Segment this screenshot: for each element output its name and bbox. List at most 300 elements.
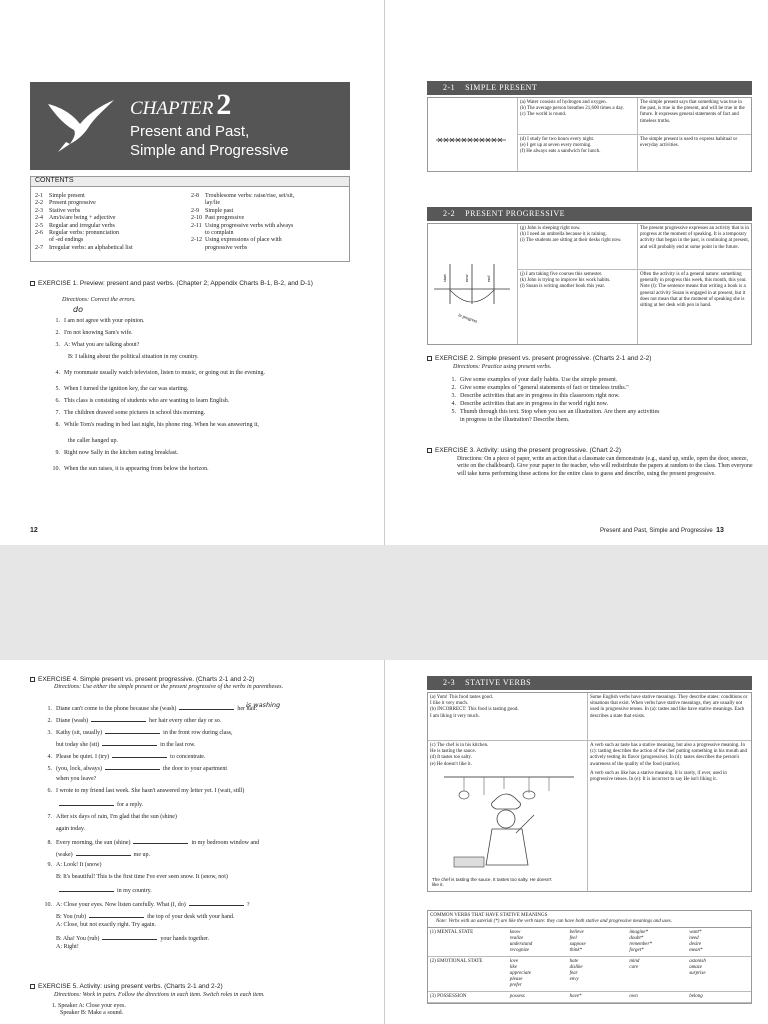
progressive-timeline-icon	[428, 224, 516, 342]
example-sentence: (i) The students are sitting at their desks right now.	[520, 238, 622, 244]
contents-number: 2-11	[191, 222, 202, 229]
exercise-item	[438, 401, 608, 407]
item-prompt: Diane can't come to the phone because she (wash)	[56, 706, 177, 712]
item-number: 9.	[47, 862, 52, 868]
item-continuation: her hair.	[237, 706, 258, 712]
category-label: (1) MENTAL STATE	[430, 930, 474, 935]
contents-number: 2-2	[35, 200, 43, 207]
page-12	[0, 0, 384, 545]
page-number: 12	[30, 527, 38, 534]
exercise-item	[34, 922, 156, 928]
exercise-3-directions: Directions: On a piece of paper, write an action that a classmate can demonstrate (e.g., stand up, smile, open the door, sneeze, write on the chalkboard). Give your paper to the teacher, who will redistribute the papers at random to the class. Then everyone will take turns performing these actions for the entire class to guess and describe, using the present progressive.	[457, 456, 753, 477]
item-prompt: when you leave?	[56, 776, 97, 782]
exercise-1-title: EXERCISE 1. Preview: present and past verbs. (Chapter 2; Appendix Charts B-1, B-2, and D-1)	[38, 280, 313, 287]
checkbox-icon	[30, 281, 35, 286]
checkbox-icon	[427, 356, 432, 361]
exercise-item	[42, 438, 118, 444]
verb: love	[509, 959, 519, 964]
answer-blank[interactable]	[76, 850, 131, 856]
exercise-5-heading	[30, 983, 370, 991]
chart-2-3-header	[427, 676, 752, 690]
contents-number	[191, 230, 205, 237]
chart-2-2-header	[427, 207, 752, 221]
exercise-item	[438, 377, 617, 383]
item-text: B: I talking about the political situation in my country.	[68, 354, 199, 360]
contents-row	[191, 193, 345, 200]
contents-row	[35, 200, 189, 207]
item-continuation: in the last row.	[160, 742, 196, 748]
exercise-item	[34, 862, 102, 868]
contents-topic: Irregular verbs: an alphabetical list	[49, 244, 133, 251]
chart-2-2-examples-a	[518, 224, 638, 269]
handwritten-answer: is washing	[246, 701, 281, 709]
chart-number: 2-3	[443, 678, 456, 687]
contents-row	[35, 215, 189, 222]
exercise-item	[34, 886, 152, 894]
item-number: 7.	[55, 410, 60, 416]
contents-topic: progressive verbs	[205, 244, 248, 251]
contents-topic: lay/lie	[205, 200, 220, 207]
contents-topic: Regular and irregular verbs	[49, 222, 115, 229]
item-number: 5.	[451, 409, 456, 415]
exercise-item	[34, 704, 257, 712]
contents-number: 2-9	[191, 207, 199, 214]
example-sentence: (c) The world is round.	[520, 112, 567, 118]
example-sentence: (g) John is sleeping right now.	[520, 226, 581, 231]
item-text: This class is consisting of students who are wanting to learn English.	[64, 398, 230, 404]
item-prompt: A: Close, but not exactly right. Try again.	[56, 922, 156, 928]
item-prompt: Diane (wash)	[56, 718, 89, 724]
contents-number: 2-10	[191, 215, 202, 222]
item-text: Thumb through this text. Stop when you see an illustration. Are there any activities	[460, 409, 660, 415]
item-text: the caller hanged up.	[68, 438, 118, 444]
item-number: 8.	[47, 840, 52, 846]
item-number: 10.	[52, 466, 60, 472]
item-number: 5.	[55, 386, 60, 392]
chart-2-3-examples-a	[428, 693, 588, 740]
verb: know	[509, 930, 521, 935]
item-continuation: the door to your apartment	[163, 766, 227, 772]
verb: forget*	[629, 948, 644, 953]
handwritten-correction: do	[73, 305, 83, 314]
item-prompt: but today she (sit)	[56, 742, 100, 748]
contents-number: 2-7	[35, 244, 43, 251]
contents-left-column	[35, 193, 189, 252]
exercise-1-heading	[30, 280, 360, 288]
common-verbs-note: Note: Verbs with an asterisk (*) are like the verb taste: they can have both stative and progressive meanings and uses.	[436, 919, 672, 924]
exercise-4-title: EXERCISE 4. Simple present vs. present progressive. (Charts 2-1 and 2-2)	[38, 676, 255, 683]
item-prompt: After six days of rain, I'm glad that the sun (shine)	[56, 814, 177, 820]
item-text: When I turned the ignition key, the car was starting.	[64, 386, 189, 392]
item-text: Give some examples of your daily habits. Use the simple present.	[460, 377, 618, 383]
answer-blank[interactable]	[179, 704, 234, 710]
exercise-item	[34, 944, 79, 950]
contents-topic: Past progressive	[205, 215, 245, 222]
exercise-item	[34, 740, 195, 748]
contents-number: 2-8	[191, 193, 199, 199]
item-prompt: I wrote to my friend last week. She hasn't answered my letter yet. I (wait, still)	[56, 788, 245, 794]
exercise-item	[34, 752, 205, 760]
chapter-number: 2	[216, 88, 232, 121]
answer-blank[interactable]	[189, 900, 244, 906]
chef-illustration	[434, 773, 584, 873]
contents-number: 2-4	[35, 215, 43, 222]
contents-topic: Simple past	[205, 207, 234, 214]
swallow-bird-icon	[44, 94, 116, 154]
contents-row	[35, 245, 189, 252]
exercise-item	[34, 850, 150, 858]
verb-column	[570, 994, 630, 1000]
diagram-label-start: start	[442, 274, 447, 282]
chart-2-2-table	[427, 223, 752, 345]
chapter-subtitle	[130, 122, 288, 160]
chart-2-3-note-b: A verb such as taste has a stative meaning, but also a progressive meaning. In (c): tasting describes the action of the chef putting something in his mouth and actively testing its flavor (progressive). In (d): tastes describes the person's awareness of the quality of the food (stative).	[590, 743, 748, 767]
chart-title: STATIVE VERBS	[465, 678, 532, 687]
item-number: 6.	[47, 788, 52, 794]
item-text: A: What you are talking about?	[64, 342, 140, 348]
verb: prefer	[509, 983, 522, 988]
exercise-3-heading	[427, 447, 757, 455]
timeline-diagram	[428, 98, 518, 171]
item-continuation: ?	[246, 902, 250, 908]
verb: like	[509, 965, 517, 970]
example-sentence: (l) Susan is writing another book this year.	[520, 284, 605, 290]
verb: care	[629, 965, 639, 970]
answer-blank[interactable]	[105, 764, 160, 770]
example-sentence: (e) He doesn't like it.	[430, 761, 472, 767]
contents-number: 2-5	[35, 222, 43, 229]
contents-topic: Am/is/are being + adjective	[49, 215, 116, 222]
chart-number: 2-2	[443, 209, 456, 218]
verb-column	[689, 930, 749, 954]
chart-2-3-examples-b	[428, 741, 588, 891]
chart-2-3-table	[427, 692, 752, 892]
contents-topic: Using progressive verbs with always	[205, 222, 294, 229]
verb: realize	[509, 936, 524, 941]
verb-column	[510, 994, 570, 1000]
verb-category-row	[428, 992, 751, 1003]
item-continuation: your hands together.	[160, 936, 210, 942]
example-sentence: (a) Yum! This food tastes good.	[430, 695, 494, 700]
item-text: Right now Sally in the kitchen eating breakfast.	[64, 450, 179, 456]
category-label: (2) EMOTIONAL STATE	[430, 959, 483, 964]
exercise-item	[42, 330, 133, 336]
verb: think*	[569, 948, 583, 953]
item-number: 7.	[47, 814, 52, 820]
verb: belong	[689, 994, 703, 999]
exercise-item	[42, 386, 188, 392]
item-continuation: for a reply.	[117, 802, 144, 808]
example-sentence: (h) I need an umbrella because it is raining.	[520, 232, 607, 238]
answer-blank[interactable]	[59, 800, 114, 806]
contents-title: CONTENTS	[31, 177, 349, 187]
exercise-item	[42, 466, 209, 472]
contents-box	[30, 176, 350, 262]
example-sentence: (k) John is trying to improve his work habits.	[520, 278, 611, 284]
answer-blank[interactable]	[105, 728, 160, 734]
item-continuation: the top of your desk with your hand.	[147, 914, 235, 920]
contents-number: 2-3	[35, 207, 43, 214]
verb-categories	[428, 928, 751, 1003]
exercise-item	[438, 385, 629, 391]
item-text: I'm not knowing Sam's wife.	[64, 330, 133, 336]
footer-title: Present and Past, Simple and Progressive	[600, 528, 713, 534]
item-text: The children drawed some pictures in school this morning.	[64, 410, 206, 416]
verb-category-row	[428, 928, 751, 957]
contents-topic: Present progressive	[49, 200, 96, 207]
item-number: 3.	[47, 730, 52, 736]
exercise-item	[34, 716, 221, 724]
verb: feel	[569, 936, 577, 941]
exercise-item	[34, 800, 143, 808]
exercise-item	[34, 874, 228, 880]
contents-row	[191, 245, 345, 252]
verb: remember*	[629, 942, 652, 947]
chart-2-1-note-a: The simple present says that something was true in the past, is true in the present, and will be true in the future. It expresses general statements of fact and timeless truths.	[640, 100, 745, 124]
contents-right-column	[191, 193, 345, 252]
verb: mean*	[689, 948, 703, 953]
example-sentence: (b) INCORRECT: This food is tasting good.	[430, 707, 519, 713]
verb: understand	[509, 942, 533, 947]
verb-column	[629, 994, 689, 1000]
exercise-5-item: Speaker B: Make a sound.	[60, 1010, 124, 1017]
contents-row	[191, 215, 345, 222]
item-prompt: Kathy (sit, usually)	[56, 730, 103, 736]
diagram-label-end: end	[486, 275, 491, 282]
chart-number: 2-1	[443, 83, 456, 92]
verb: need	[689, 936, 699, 941]
item-prompt: (you, lock, always)	[56, 766, 102, 772]
item-number: 2.	[451, 385, 456, 391]
item-continuation: in my country.	[117, 888, 152, 894]
exercise-item	[42, 318, 144, 324]
verb-column	[689, 959, 749, 989]
item-text: I am not agree with your opinion.	[64, 318, 145, 324]
chart-2-3-notes-b	[588, 741, 751, 891]
answer-blank[interactable]	[102, 934, 157, 940]
exercise-2-heading	[427, 355, 757, 363]
checkbox-icon	[30, 677, 35, 682]
exercise-4-heading	[30, 676, 370, 684]
contents-row	[35, 208, 189, 215]
verb: appreciate	[509, 971, 531, 976]
item-number: 4.	[451, 401, 456, 407]
contents-row	[35, 223, 189, 230]
exercise-item	[34, 826, 85, 832]
exercise-item	[42, 370, 265, 376]
chart-title: SIMPLE PRESENT	[465, 83, 538, 92]
chart-2-1-header	[427, 81, 752, 95]
chapter-banner	[30, 82, 350, 170]
contents-topic: Using expressions of place with	[205, 237, 282, 244]
exercise-item	[42, 410, 205, 416]
item-number: 1.	[47, 706, 52, 712]
item-continuation: in the front row during class,	[163, 730, 233, 736]
verb-column	[689, 994, 749, 1000]
contents-topic: Regular verbs: pronunciation	[49, 230, 119, 237]
chart-2-2-examples-b	[518, 270, 638, 344]
verb: amaze	[689, 965, 702, 970]
diagram-label-now: now	[464, 274, 469, 282]
example-sentence: (j) I am taking five courses this semester.	[520, 272, 603, 277]
chart-2-3-note-c: A verb such as like has a stative meaning. It is rarely, if ever, used in progressive tenses. In (e): It is incorrect to say He isn't liking it.	[590, 770, 727, 783]
verb-column	[629, 959, 689, 989]
item-number: 3.	[55, 342, 60, 348]
subtitle-line-2: Simple and Progressive	[130, 142, 289, 159]
exercise-item	[42, 422, 259, 428]
contents-number: 2-6	[35, 230, 43, 237]
contents-number: 2-12	[191, 237, 202, 244]
example-sentence: He is tasting the sauce.	[430, 749, 476, 755]
item-prompt: B: You (rub)	[56, 914, 87, 920]
verb: desire	[689, 942, 702, 947]
exercise-item	[34, 776, 96, 782]
exercise-1-directions: Directions: Correct the errors.	[62, 297, 136, 303]
verb-column	[629, 930, 689, 954]
exercise-5-item: 1. Speaker A: Close your eyes.	[52, 1003, 126, 1009]
item-text: Describe activities that are in progress in this classroom right now.	[460, 393, 620, 399]
contents-number	[191, 245, 205, 252]
verb: surprise	[689, 971, 706, 976]
exercise-item	[34, 912, 235, 920]
answer-blank[interactable]	[89, 912, 144, 918]
common-stative-verbs-table	[427, 910, 752, 1004]
exercise-item	[42, 342, 139, 348]
verb: envy	[569, 977, 579, 982]
item-number: 1.	[451, 377, 456, 383]
contents-topic: Troublesome verbs: raise/rise, set/sit,	[205, 193, 295, 199]
exercise-5-items	[52, 1003, 126, 1018]
contents-row	[35, 237, 189, 244]
answer-blank[interactable]	[133, 838, 188, 844]
item-prompt: B: It's beautiful! This is the first time I've ever seen snow. It (snow, not)	[56, 874, 228, 880]
verb: own	[629, 994, 638, 999]
verb: doubt*	[629, 936, 644, 941]
contents-number: 2-1	[35, 193, 43, 199]
chart-title: PRESENT PROGRESSIVE	[465, 209, 565, 218]
exercise-4-directions: Directions: Use either the simple present or the present progressive of the verbs in parentheses.	[54, 684, 284, 690]
exercise-item	[438, 393, 620, 399]
chart-2-3-note-a: Some English verbs have stative meanings. They describe states: conditions or situations that exist. When verbs have stative meanings, they are usually not used in progressive tenses. In (a): tastes and like have stative meanings. Each describes a state that exists.	[590, 695, 748, 719]
verb: please	[509, 977, 523, 982]
exercise-item	[34, 728, 233, 736]
verb: dislike	[569, 965, 583, 970]
contents-row	[191, 223, 345, 230]
contents-topic: Stative verbs	[49, 207, 81, 214]
example-sentence: (d) It tastes too salty.	[430, 755, 472, 761]
chart-2-1-note-b: The simple present is used to express habitual or everyday activities.	[640, 137, 738, 149]
verb: suppose	[569, 942, 586, 947]
answer-blank[interactable]	[59, 886, 114, 892]
item-number: 4.	[55, 370, 60, 376]
exercise-item	[438, 409, 659, 415]
item-prompt: A: Close your eyes. Now listen carefully. What (I, do)	[56, 902, 186, 908]
timeline-cross-icon	[428, 98, 516, 170]
example-sentence: (d) I study for two hours every night.	[520, 137, 595, 142]
exercise-item	[34, 838, 259, 846]
chart-2-1-examples-b	[518, 135, 638, 171]
item-text: Give some examples of "general statements of fact or timeless truths."	[460, 385, 629, 391]
exercise-item	[42, 398, 229, 404]
item-prompt: (wake)	[56, 852, 73, 858]
chart-2-1-table	[427, 97, 752, 172]
exercise-5-directions: Directions: Work in pairs. Follow the directions in each item. Switch roles in each item.	[54, 992, 265, 998]
item-text: When the sun raises, it is appearing from below the horizon.	[64, 466, 209, 472]
verb: want*	[689, 930, 702, 935]
answer-blank[interactable]	[91, 716, 146, 722]
checkbox-icon	[30, 984, 35, 989]
verb: recognize	[509, 948, 530, 953]
item-number: 1.	[55, 318, 60, 324]
item-number: 10.	[44, 902, 52, 908]
answer-blank[interactable]	[102, 740, 157, 746]
verb: astonish	[689, 959, 706, 964]
contents-row	[191, 208, 345, 215]
item-number: 5.	[47, 766, 52, 772]
verb: hate	[569, 959, 579, 964]
contents-topic: of -ed endings	[49, 237, 84, 244]
item-prompt: Please be quiet. I (try)	[56, 754, 110, 760]
item-prompt: A: Right!	[56, 944, 79, 950]
checkbox-icon	[427, 448, 432, 453]
illustration-caption: The chef is tasting the sauce. It tastes too salty. He doesn't like it.	[432, 877, 552, 888]
exercise-item	[42, 450, 178, 456]
progressive-diagram	[428, 224, 518, 344]
item-number: 6.	[55, 398, 60, 404]
item-prompt: B: Aha! You (rub)	[56, 936, 100, 942]
chapter-heading	[130, 88, 231, 122]
example-sentence: (f) He always eats a sandwich for lunch.	[520, 149, 601, 155]
exercise-item	[34, 764, 227, 772]
example-sentence: (e) I get up at seven every morning.	[520, 143, 592, 149]
chart-2-2-note-b: Often the activity is of a general nature: something generally in progress this week, this month, this year. Note (l): The sentence means that writing a book is a general activity Susan is engaged in at present, but it does not mean that at the moment of speaking she is sitting at her desk with pen in hand.	[640, 272, 747, 309]
exercise-2-title: EXERCISE 2. Simple present vs. present progressive. (Charts 2-1 and 2-2)	[435, 355, 652, 362]
item-number: 2.	[55, 330, 60, 336]
contents-row	[191, 237, 345, 244]
item-continuation: me up.	[133, 852, 150, 858]
verb: imagine*	[629, 930, 648, 935]
exercise-item	[34, 814, 177, 820]
exercise-5-title: EXERCISE 5. Activity: using present verbs. (Charts 2-1 and 2-2)	[38, 983, 223, 990]
exercise-2-directions: Directions: Practice using present verbs.	[453, 364, 552, 370]
example-sentence: (c) The chef is in his kitchen.	[430, 743, 489, 748]
item-prompt: Every morning, the sun (shine)	[56, 840, 131, 846]
contents-number	[191, 200, 205, 207]
example-sentence: I like it very much.	[430, 701, 469, 707]
page-number: 13	[716, 527, 724, 534]
verb: mind	[629, 959, 640, 964]
item-continuation: her hair every other day or so.	[149, 718, 222, 724]
verb: possess	[509, 994, 525, 999]
contents-row	[191, 200, 345, 207]
category-label: (3) POSSESSION	[430, 994, 467, 999]
common-verbs-title: COMMON VERBS THAT HAVE STATIVE MEANINGS	[430, 913, 548, 918]
exercise-item	[34, 788, 244, 794]
example-sentence: I am liking it very much.	[430, 713, 480, 719]
example-sentence: (b) The average person breathes 21,600 times a day.	[520, 106, 624, 112]
chart-2-2-note-a: The present progressive expresses an activity that is in progress at the moment of speaking. It is a temporary activity that began in the past, is continuing at present, and will probably end at some point in the future.	[640, 226, 750, 250]
chapter-label: CHAPTER	[130, 98, 214, 119]
verb-column	[570, 930, 630, 954]
answer-blank[interactable]	[112, 752, 167, 758]
item-continuation: in my bedroom window and	[191, 840, 260, 846]
item-prompt: A: Look! It (snow)	[56, 862, 102, 868]
item-text: My roommate usually watch television, listen to music, or going out in the evening.	[64, 370, 265, 376]
example-sentence: (a) Water consists of hydrogen and oxygen.	[520, 100, 607, 105]
item-number: 4.	[47, 754, 52, 760]
item-text: Describe activities that are in progress in the world right now.	[460, 401, 609, 407]
subtitle-line-1: Present and Past,	[130, 123, 250, 140]
